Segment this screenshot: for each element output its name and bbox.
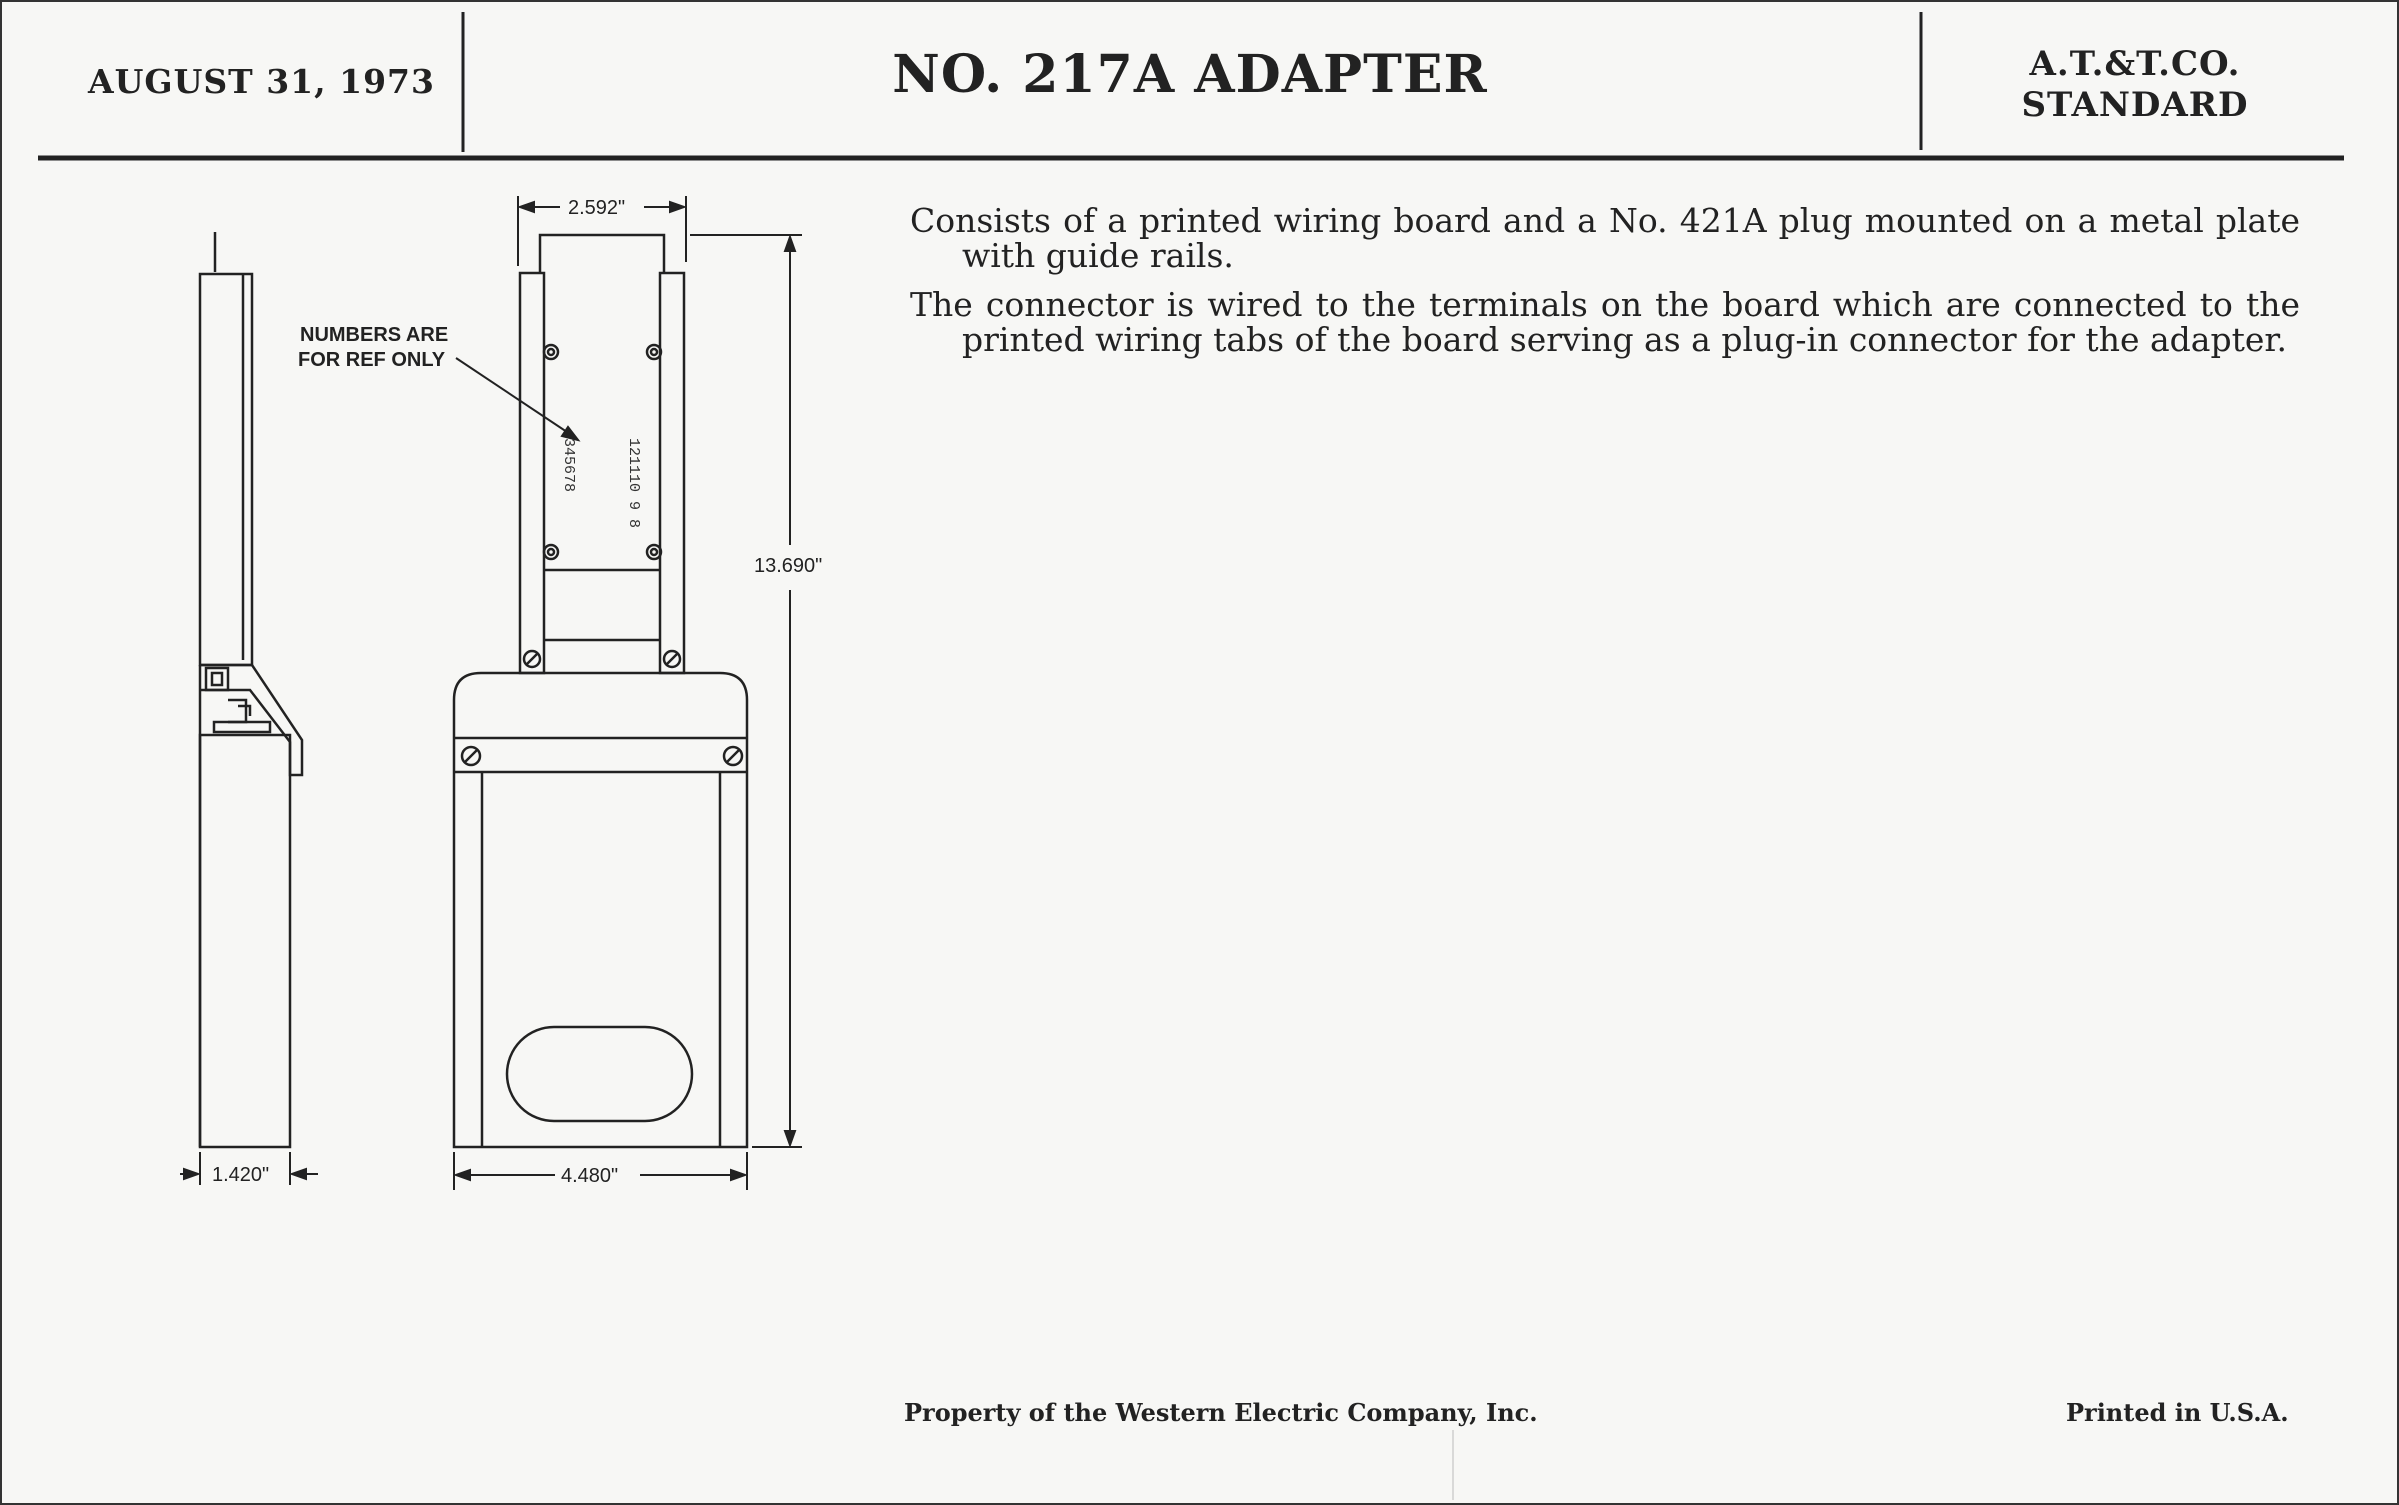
dimension-lines <box>180 196 802 1190</box>
header-date: AUGUST 31, 1973 <box>88 62 435 101</box>
dim-height: 13.690" <box>754 555 823 577</box>
dim-side-depth: 1.420" <box>212 1164 270 1186</box>
ref-note-line2: FOR REF ONLY <box>298 349 446 371</box>
page-title: NO. 217A ADAPTER <box>892 44 1488 105</box>
pin-numbers-right: 121110 9 8 <box>625 438 642 529</box>
pin-numbers-left: 345678 <box>560 438 577 493</box>
footer-property: Property of the Western Electric Company, Inc. <box>904 1398 1538 1427</box>
adapter-front-view <box>454 235 747 1147</box>
header-standard <box>1960 44 2310 126</box>
standard-line2: STANDARD <box>2021 84 2249 125</box>
dim-top-width: 2.592" <box>568 197 626 219</box>
description-paragraph-1: Consists of a printed wiring board and a No. 421A plug mounted on a metal plate with guide rails. <box>910 201 2300 275</box>
standard-line1: A.T.&T.CO. <box>2029 44 2241 84</box>
ref-note-line1: NUMBERS ARE <box>300 324 449 346</box>
adapter-side-view <box>200 232 302 1147</box>
description-paragraph-2: The connector is wired to the terminals on the board which are connected to the printed wiring tabs of the board serving as a plug-in connector for the adapter. <box>910 285 2300 359</box>
dim-front-width: 4.480" <box>561 1165 619 1187</box>
footer-printed: Printed in U.S.A. <box>2066 1398 2289 1427</box>
